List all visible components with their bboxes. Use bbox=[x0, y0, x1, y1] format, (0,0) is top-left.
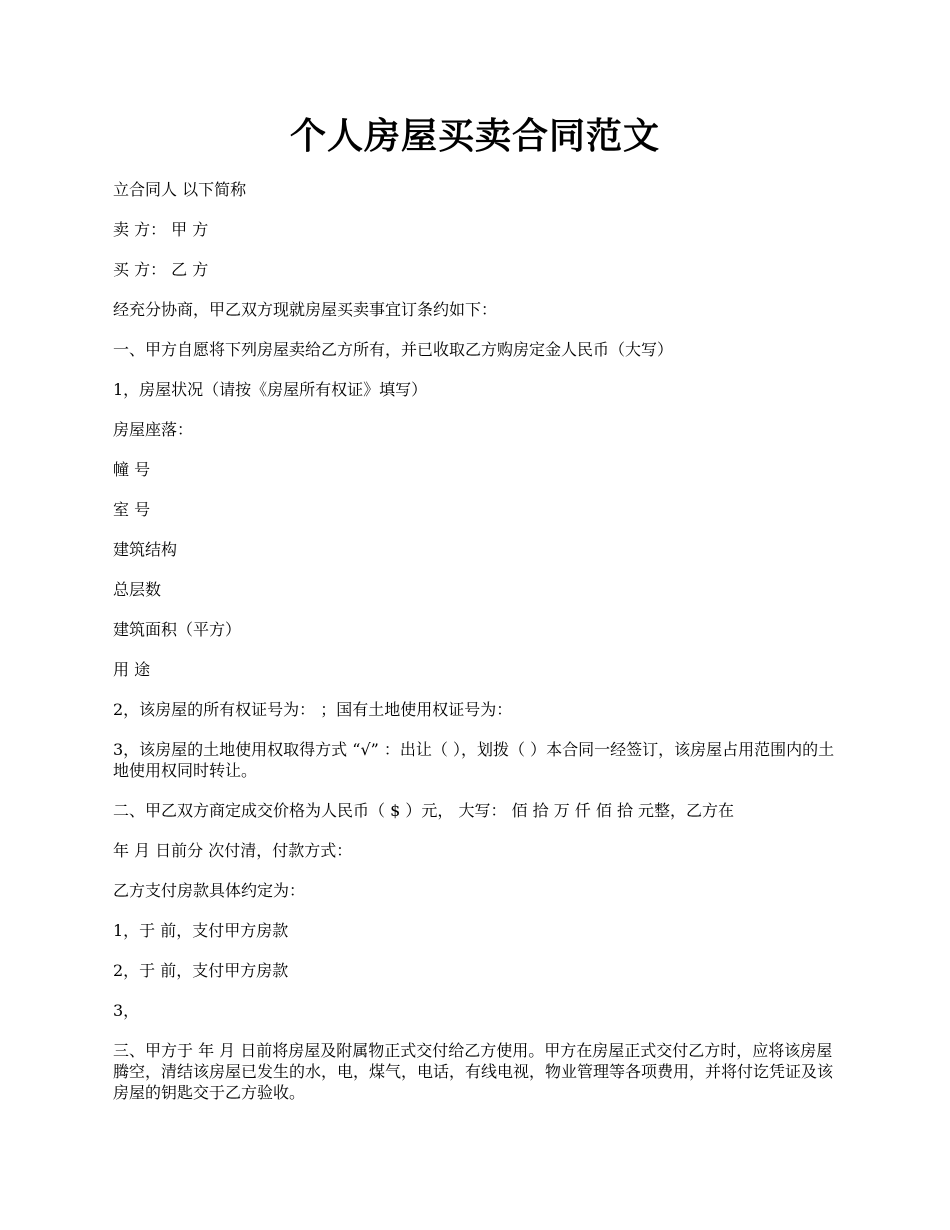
paragraph-buyer: 买 方： 乙 方 bbox=[113, 260, 209, 279]
document-title: 个人房屋买卖合同范文 bbox=[289, 115, 660, 157]
document-body bbox=[113, 179, 843, 1122]
paragraph-land-use: 3，该房屋的土地使用权取得方式 “√” ：出让（ ），划拨（ ）本合同一经签订，该房屋占用范围内的土地使用权同时转让。 bbox=[113, 740, 835, 780]
paragraph-area: 建筑面积（平方） bbox=[113, 620, 242, 639]
paragraph-payment-3: 3， bbox=[113, 1001, 140, 1020]
paragraph-seller: 卖 方： 甲 方 bbox=[113, 220, 209, 239]
paragraph-payment-2: 2，于 前，支付甲方房款 bbox=[113, 961, 289, 980]
paragraph-clause-3: 三、甲方于 年 月 日前将房屋及附属物正式交付给乙方使用。甲方在房屋正式交付乙方时，应将该房屋腾空，清结该房屋已发生的水，电，煤气，电话，有线电视，物业管理等各项费用，并将付讫凭证及该房屋的钥匙交于乙方验收。 bbox=[113, 1041, 834, 1102]
paragraph-payment-terms: 乙方支付房款具体约定为： bbox=[113, 881, 306, 900]
paragraph-room-no: 室 号 bbox=[113, 500, 151, 519]
paragraph-floors: 总层数 bbox=[113, 580, 162, 599]
paragraph-house-status: 1，房屋状况（请按《房屋所有权证》填写） bbox=[113, 380, 428, 399]
paragraph-building-no: 幢 号 bbox=[113, 460, 151, 479]
paragraph-payment-1: 1，于 前，支付甲方房款 bbox=[113, 921, 289, 940]
paragraph-clause-2: 二、甲乙双方商定成交价格为人民币（ $ ）元， 大写： 佰 拾 万 仟 佰 拾 元整，乙方在 bbox=[113, 801, 735, 820]
paragraph-usage: 用 途 bbox=[113, 660, 151, 679]
paragraph-clause-1: 一、甲方自愿将下列房屋卖给乙方所有，并已收取乙方购房定金人民币（大写） bbox=[113, 340, 674, 359]
paragraph-parties: 立合同人 以下简称 bbox=[113, 180, 247, 199]
paragraph-certificate: 2，该房屋的所有权证号为： ；国有土地使用权证号为： bbox=[113, 700, 513, 719]
paragraph-intro: 经充分协商，甲乙双方现就房屋买卖事宜订条约如下： bbox=[113, 300, 498, 319]
paragraph-structure: 建筑结构 bbox=[113, 540, 178, 559]
paragraph-payment-date: 年 月 日前分 次付清，付款方式： bbox=[113, 841, 353, 860]
paragraph-location: 房屋座落： bbox=[113, 420, 194, 439]
